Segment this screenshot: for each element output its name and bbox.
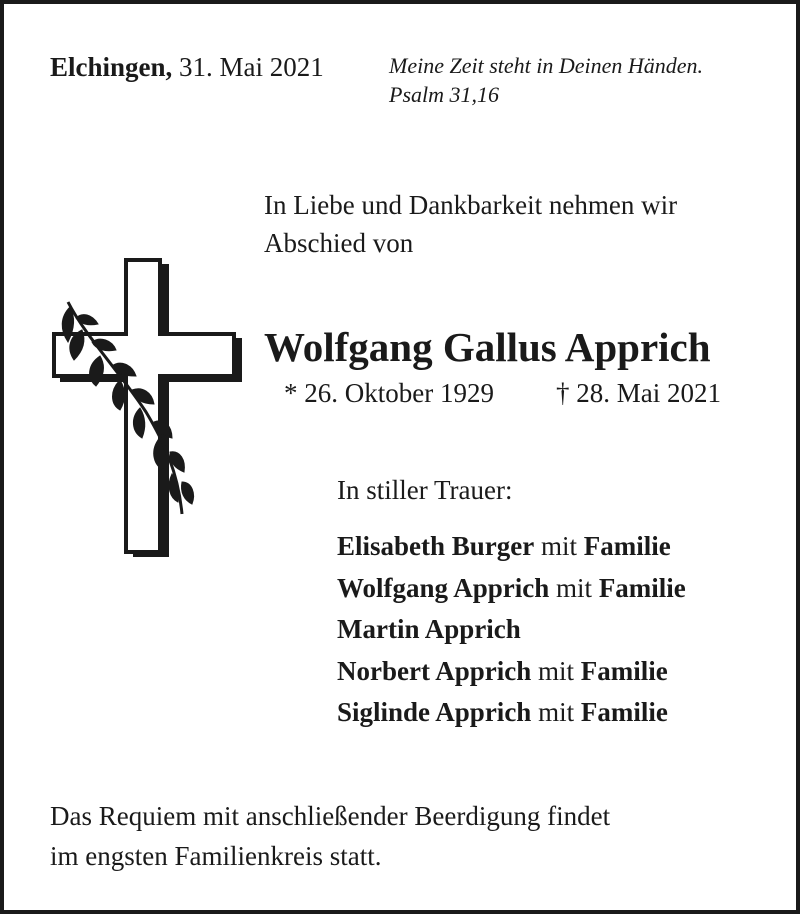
mourner-with: mit bbox=[537, 655, 574, 686]
mourner-name: Siglinde Apprich bbox=[337, 697, 532, 727]
mourner-family: Familie bbox=[580, 655, 668, 686]
mourner-item bbox=[337, 526, 686, 568]
mourner-family: Familie bbox=[598, 572, 686, 603]
mourner-item bbox=[337, 692, 686, 734]
funeral-info-line-2: im engsten Familienkreis statt. bbox=[50, 841, 382, 871]
mourners-list bbox=[337, 526, 686, 734]
mourning-heading: In stiller Trauer: bbox=[337, 475, 513, 505]
mourner-with: mit bbox=[538, 697, 575, 727]
birth-date: * 26. Oktober 1929 bbox=[284, 378, 494, 408]
bible-verse-reference: Psalm 31,16 bbox=[389, 82, 499, 107]
mourner-name: Elisabeth Burger bbox=[337, 531, 535, 561]
mourner-item bbox=[337, 651, 686, 693]
date: 31. Mai 2021 bbox=[179, 52, 324, 82]
mourner-with: mit bbox=[556, 572, 593, 603]
deceased-name: Wolfgang Gallus Apprich bbox=[264, 324, 711, 370]
intro-line-1: In Liebe und Dankbarkeit nehmen wir bbox=[264, 190, 678, 220]
funeral-info bbox=[50, 796, 610, 876]
mourner-item bbox=[337, 568, 686, 610]
bible-verse-text: Meine Zeit steht in Deinen Händen. bbox=[389, 53, 704, 78]
mourner-name: Wolfgang Apprich bbox=[337, 572, 550, 603]
intro-line-2: Abschied von bbox=[264, 228, 414, 258]
bible-verse bbox=[389, 51, 703, 109]
mourner-family: Familie bbox=[580, 697, 668, 727]
place: Elchingen, bbox=[50, 52, 173, 82]
mourner-item bbox=[337, 609, 686, 651]
funeral-info-line-1: Das Requiem mit anschließender Beerdigung findet bbox=[50, 801, 611, 831]
death-date: † 28. Mai 2021 bbox=[556, 378, 721, 408]
mourner-with: mit bbox=[541, 531, 578, 561]
intro-text bbox=[264, 186, 677, 262]
cross-with-palm-branch-icon bbox=[46, 252, 246, 562]
mourner-name: Norbert Apprich bbox=[337, 655, 532, 686]
mourner-family: Familie bbox=[583, 531, 671, 561]
place-date bbox=[50, 52, 324, 82]
mourner-name: Martin Apprich bbox=[337, 614, 521, 644]
